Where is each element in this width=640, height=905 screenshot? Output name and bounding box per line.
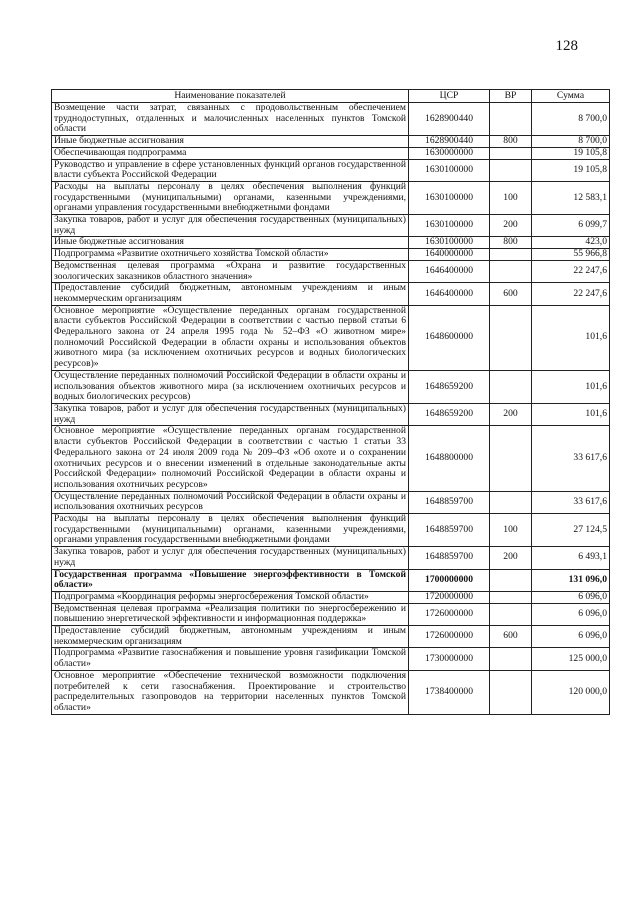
row-name: Расходы на выплаты персоналу в целях обеспечения выполнения функций государственными (муниципальными) органами, казенными учреждениями, органами управления государственными внебюджетными фондами [52,181,409,214]
table-row [52,514,610,547]
table-row [52,249,610,261]
row-csr: 1630100000 [409,159,490,181]
row-name: Руководство и управление в сфере установленных функций органов государственной власти субъекта Российской Федерации [52,159,409,181]
row-sum: 27 124,5 [532,514,610,547]
row-csr: 1648859700 [409,491,490,513]
header-sum: Сумма [532,90,610,103]
row-csr: 1630100000 [409,181,490,214]
row-vr: 800 [490,237,532,249]
row-vr: 800 [490,136,532,148]
row-sum: 22 247,6 [532,283,610,305]
header-name: Наименование показателей [52,90,409,103]
table-row [52,260,610,282]
row-csr: 1646400000 [409,283,490,305]
row-vr [490,569,532,591]
table-row [52,491,610,513]
row-vr [490,491,532,513]
row-vr [490,159,532,181]
table-row [52,159,610,181]
header-vr: ВР [490,90,532,103]
row-vr: 100 [490,181,532,214]
table-row [52,370,610,403]
table-row [52,426,610,491]
row-name: Возмещение части затрат, связанных с продовольственным обеспечением труднодоступных, отдаленных и малочисленных населенных пунктов Томской области [52,103,409,136]
page-number: 128 [555,38,578,54]
row-name: Расходы на выплаты персоналу в целях обеспечения выполнения функций государственными (муниципальными) органами, казенными учреждениями, органами управления государственными внебюджетными фондами [52,514,409,547]
row-csr: 1628900440 [409,103,490,136]
row-vr [490,370,532,403]
table-row [52,136,610,148]
row-name: Осуществление переданных полномочий Российской Федерации в области охраны и использования объектов животного мира (за исключением охотничьих ресурсов и водных биологических ресурсов) [52,370,409,403]
row-csr: 1630000000 [409,147,490,159]
row-sum: 6 099,7 [532,215,610,237]
row-name: Ведомственная целевая программа «Реализация политики по энергосбережению и повышению энергетической эффективности и информационная поддержка» [52,603,409,625]
row-vr: 100 [490,514,532,547]
row-sum: 101,6 [532,370,610,403]
header-csr: ЦСР [409,90,490,103]
row-name: Основное мероприятие «Осуществление переданных органам государственной власти субъектов Российской Федерации в соответствии с частью первой статьи 6 Федерального закона от 24 апреля 1995 года № 52–ФЗ «О животном мире» полномочий Российской Федерации в области охраны и использования объектов животного мира (за исключением охотничьих ресурсов и водных биологических ресурсов)» [52,305,409,370]
row-name: Предоставление субсидий бюджетным, автономным учреждениям и иным некоммерческим организациям [52,283,409,305]
row-vr [490,603,532,625]
row-name: Иные бюджетные ассигнования [52,136,409,148]
row-sum: 101,6 [532,305,610,370]
row-csr: 1648859700 [409,514,490,547]
row-csr: 1726000000 [409,626,490,648]
row-sum: 33 617,6 [532,491,610,513]
row-name: Закупка товаров, работ и услуг для обеспечения государственных (муниципальных) нужд [52,215,409,237]
row-vr [490,591,532,603]
table-row [52,147,610,159]
row-csr: 1730000000 [409,648,490,670]
table-row [52,181,610,214]
table-row [52,603,610,625]
row-name: Подпрограмма «Координация реформы энергосбережения Томской области» [52,591,409,603]
row-sum: 423,0 [532,237,610,249]
row-sum: 120 000,0 [532,670,610,714]
row-sum: 125 000,0 [532,648,610,670]
row-csr: 1640000000 [409,249,490,261]
row-csr: 1648659200 [409,403,490,425]
row-vr: 200 [490,547,532,569]
row-name: Подпрограмма «Развитие газоснабжения и повышение уровня газификации Томской области» [52,648,409,670]
row-csr: 1720000000 [409,591,490,603]
table-header-row [52,90,610,103]
row-name: Основное мероприятие «Осуществление переданных органам государственной власти субъектов Российской Федерации в соответствии с частью 1 статьи 33 Федерального закона от 24 июля 2009 года № 209–ФЗ «Об охоте и о сохранении охотничьих ресурсов и о внесении изменений в отдельные законодательные акты Российской Федерации» полномочий Российской Федерации в области охраны и использования охотничьих ресурсов» [52,426,409,491]
table-row [52,403,610,425]
row-name: Основное мероприятие «Обеспечение технической возможности подключения потребителей к сети газоснабжения. Проектирование и строительство распределительных газопроводов на территории населенных пунктов Томской области» [52,670,409,714]
row-sum: 55 966,8 [532,249,610,261]
row-sum: 33 617,6 [532,426,610,491]
row-sum: 12 583,1 [532,181,610,214]
row-sum: 101,6 [532,403,610,425]
table-row [52,591,610,603]
table-row [52,670,610,714]
row-vr: 600 [490,283,532,305]
row-csr: 1646400000 [409,260,490,282]
row-name: Предоставление субсидий бюджетным, автономным учреждениям и иным некоммерческим организациям [52,626,409,648]
row-csr: 1648659200 [409,370,490,403]
budget-table [51,89,610,715]
row-name: Закупка товаров, работ и услуг для обеспечения государственных (муниципальных) нужд [52,403,409,425]
row-csr: 1726000000 [409,603,490,625]
row-name: Ведомственная целевая программа «Охрана и развитие государственных зоологических заказников областного значения» [52,260,409,282]
row-name: Осуществление переданных полномочий Российской Федерации в области охраны и использования охотничьих ресурсов [52,491,409,513]
table-row [52,215,610,237]
table-row [52,283,610,305]
row-csr: 1630100000 [409,215,490,237]
row-vr [490,147,532,159]
row-csr: 1648800000 [409,426,490,491]
row-csr: 1700000000 [409,569,490,591]
row-name: Подпрограмма «Развитие охотничьего хозяйства Томской области» [52,249,409,261]
row-csr: 1630100000 [409,237,490,249]
row-sum: 6 096,0 [532,603,610,625]
row-vr: 600 [490,626,532,648]
row-sum: 19 105,8 [532,159,610,181]
row-sum: 8 700,0 [532,103,610,136]
row-vr [490,648,532,670]
table-row [52,103,610,136]
row-vr: 200 [490,403,532,425]
row-sum: 6 493,1 [532,547,610,569]
table-row [52,305,610,370]
row-sum: 131 096,0 [532,569,610,591]
row-sum: 22 247,6 [532,260,610,282]
table-row [52,569,610,591]
row-csr: 1738400000 [409,670,490,714]
row-name: Закупка товаров, работ и услуг для обеспечения государственных (муниципальных) нужд [52,547,409,569]
row-vr [490,305,532,370]
table-row [52,237,610,249]
row-sum: 8 700,0 [532,136,610,148]
table-row [52,547,610,569]
row-vr [490,260,532,282]
row-csr: 1648859700 [409,547,490,569]
row-csr: 1628900440 [409,136,490,148]
row-sum: 6 096,0 [532,626,610,648]
row-name: Иные бюджетные ассигнования [52,237,409,249]
row-vr [490,426,532,491]
row-csr: 1648600000 [409,305,490,370]
row-vr [490,249,532,261]
table-row [52,626,610,648]
row-vr: 200 [490,215,532,237]
row-name: Государственная программа «Повышение энергоэффективности в Томской области» [52,569,409,591]
row-vr [490,670,532,714]
row-sum: 6 096,0 [532,591,610,603]
row-name: Обеспечивающая подпрограмма [52,147,409,159]
row-vr [490,103,532,136]
row-sum: 19 105,8 [532,147,610,159]
table-row [52,648,610,670]
